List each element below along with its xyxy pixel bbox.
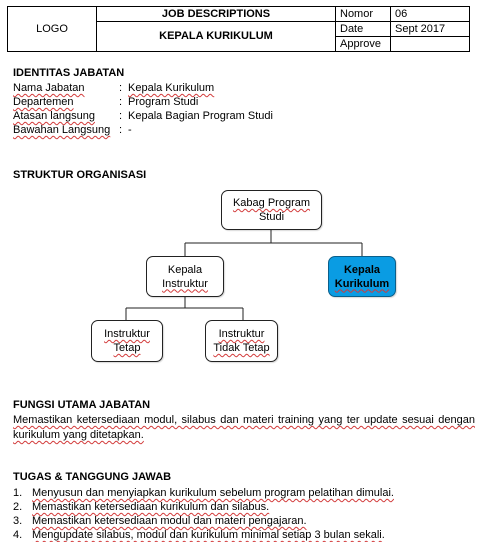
field-sep: : xyxy=(119,110,123,122)
job-title: KEPALA KURIKULUM xyxy=(97,22,336,52)
field-value: Kepala Bagian Program Studi xyxy=(128,110,273,122)
field-label: Bawahan Langsung xyxy=(13,124,111,136)
tugas-list xyxy=(13,486,473,542)
list-item xyxy=(13,500,473,514)
list-item xyxy=(13,514,473,528)
org-box-instruktur-tetap xyxy=(91,320,163,362)
header-value-nomor: 06 xyxy=(391,7,470,22)
field-label: Nama Jabatan xyxy=(13,82,85,94)
org-box-line: Studi xyxy=(258,211,285,223)
org-box-line: Instruktur xyxy=(218,328,265,340)
identitas-title: IDENTITAS JABATAN xyxy=(13,67,125,79)
field-sep: : xyxy=(119,124,123,136)
logo: LOGO xyxy=(8,7,97,52)
list-item-text: Menyusun dan menyiapkan kurikulum sebelum program pelatihan dimulai. xyxy=(32,487,394,499)
field-sep: : xyxy=(119,82,123,94)
header-label-approve: Approve xyxy=(336,37,391,52)
list-item-number: 3. xyxy=(13,515,23,527)
list-item xyxy=(13,486,473,500)
org-box-line: Kurikulum xyxy=(334,277,390,290)
org-box-line: Kepala xyxy=(167,263,203,276)
org-box-kepala-instruktur xyxy=(146,256,224,297)
field-label: Departemen xyxy=(13,96,74,108)
org-box-line: Kepala xyxy=(343,263,381,276)
field-value: Kepala Kurikulum xyxy=(128,82,215,94)
header-label-nomor: Nomor xyxy=(336,7,391,22)
struktur-title: STRUKTUR ORGANISASI xyxy=(13,169,147,181)
org-box-kabag xyxy=(221,190,322,230)
doc-type-title: JOB DESCRIPTIONS xyxy=(97,7,336,22)
list-item-text: Mengupdate silabus, modul dan kurikulum minimal setiap 3 bulan sekali. xyxy=(32,529,385,541)
org-box-line: Tetap xyxy=(113,342,141,354)
fungsi-title: FUNGSI UTAMA JABATAN xyxy=(13,399,151,411)
org-box-line: Instruktur xyxy=(162,277,208,290)
org-box-line: Kabag Program xyxy=(232,197,311,209)
header-label-date: Date xyxy=(336,22,391,37)
field-value: - xyxy=(128,124,132,136)
org-box-line: Tidak Tetap xyxy=(213,342,270,354)
header-value-date: Sept 2017 xyxy=(391,22,470,37)
tugas-title: TUGAS & TANGGUNG JAWAB xyxy=(13,471,172,483)
list-item-number: 1. xyxy=(13,487,23,499)
list-item-text: Memastikan ketersediaan kurikulum dan silabus. xyxy=(32,501,270,513)
list-item-number: 2. xyxy=(13,501,23,513)
field-value: Program Studi xyxy=(128,96,199,108)
list-item-text: Memastikan ketersediaan modul dan materi pengajaran. xyxy=(32,515,307,527)
org-box-kepala-kurikulum xyxy=(328,256,396,297)
list-item-number: 4. xyxy=(13,529,23,541)
field-label: Atasan langsung xyxy=(13,110,95,122)
fungsi-text: Memastikan ketersediaan modul, silabus dan materi training yang ter update sesuai dengan kurikulum yang ditetapkan. xyxy=(13,414,475,441)
org-box-line: Instruktur xyxy=(104,328,150,340)
field-sep: : xyxy=(119,96,123,108)
org-box-instruktur-tidak-tetap xyxy=(205,320,278,362)
